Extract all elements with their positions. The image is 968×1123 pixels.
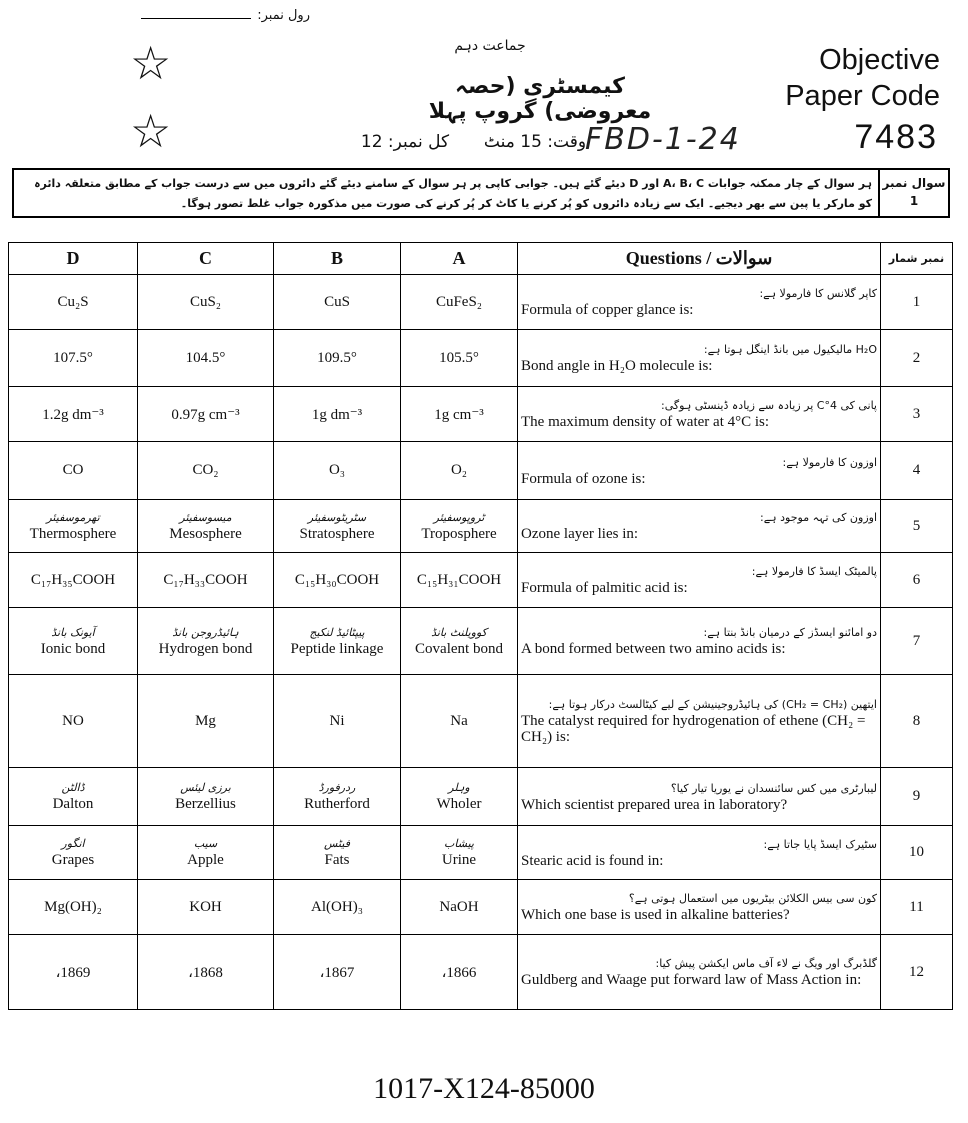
- option-d: [9, 880, 138, 935]
- option-b: [274, 500, 401, 553]
- option-d: [9, 553, 138, 608]
- question-cell: [518, 768, 881, 826]
- option-text: C₁₇H₃₃COOH: [163, 571, 248, 588]
- total-marks: کل نمبر: 12: [360, 132, 450, 152]
- option-urdu: ڈالٹن: [61, 781, 85, 794]
- question-number: 7: [881, 608, 953, 675]
- option-text: Covalent bond: [415, 640, 503, 657]
- option-text: Urine: [441, 852, 477, 868]
- option-d: [9, 826, 138, 880]
- option-text: ،1866: [441, 964, 477, 981]
- option-text: CO: [62, 462, 84, 478]
- option-text: CO₂: [192, 462, 219, 478]
- question-number: 6: [881, 553, 953, 608]
- option-a: [401, 500, 518, 553]
- option-text: Mesosphere: [169, 525, 242, 542]
- question-cell: [518, 553, 881, 608]
- option-text: Al(OH)₃: [311, 898, 363, 915]
- question-number-cell: [878, 170, 948, 216]
- question-number: 1: [909, 194, 919, 208]
- question-number: 2: [881, 330, 953, 387]
- option-c: [138, 880, 274, 935]
- option-text: C₁₅H₃₁COOH: [416, 571, 502, 588]
- option-d: [9, 330, 138, 387]
- instructions-text: ہر سوال کے چار ممکنہ جوابات A، B، C اور D دیئے گئے ہیں۔ جوابی کاپی پر ہر سوال کے سامنے دیئے گئے دائروں میں سے درست جواب کے مطابق متعلقہ دائرہ کو مارکر یا پین سے بھر دیجیے۔ ایک سے زیادہ دائروں کو پُر کرنے یا کاٹ کر پُر کرنے کی صورت میں مذکورہ جواب غلط تصور ہوگا۔: [34, 177, 872, 210]
- option-text: Mg: [195, 712, 216, 729]
- objective-label: [760, 42, 940, 114]
- option-urdu: ردرفورڈ: [318, 781, 356, 794]
- header-a: A: [401, 243, 518, 275]
- option-text: Ni: [329, 712, 345, 729]
- roll-number-field: [110, 8, 310, 23]
- question-english: A bond formed between two amino acids is:: [521, 641, 786, 657]
- question-english: The maximum density of water at 4°C is:: [521, 414, 770, 430]
- option-text: O₃: [328, 462, 346, 478]
- question-number: 1: [881, 275, 953, 330]
- option-text: Cu₂S: [57, 293, 89, 310]
- question-urdu: پانی کی 4°C پر زیادہ سے زیادہ ڈینسٹی ہوگی:: [661, 399, 877, 412]
- header-number: نمبر شمار: [881, 243, 953, 275]
- option-urdu: ہائیڈروجن بانڈ: [172, 625, 239, 639]
- question-cell: [518, 442, 881, 500]
- question-number: 4: [881, 442, 953, 500]
- option-text: ،1868: [188, 964, 223, 981]
- option-b: [274, 768, 401, 826]
- table-row: [9, 880, 953, 935]
- option-text: 109.5°: [317, 349, 357, 366]
- question-cell: [518, 826, 881, 880]
- table-row: [9, 608, 953, 675]
- option-urdu: تھرموسفیئر: [46, 510, 100, 524]
- option-text: O₂: [450, 462, 468, 478]
- option-d: [9, 442, 138, 500]
- option-c: [138, 826, 274, 880]
- question-number: 9: [881, 768, 953, 826]
- option-text: Wholer: [436, 796, 482, 812]
- option-text: 1g dm⁻³: [311, 406, 363, 423]
- header-d: D: [9, 243, 138, 275]
- objective-text: Objective: [819, 44, 940, 76]
- option-b: [274, 387, 401, 442]
- question-cell: [518, 387, 881, 442]
- option-b: [274, 826, 401, 880]
- question-cell: [518, 608, 881, 675]
- option-urdu: میسوسفیئر: [179, 510, 232, 524]
- option-d: [9, 275, 138, 330]
- option-text: 0.97g cm⁻³: [171, 406, 240, 423]
- option-urdu: سیب: [193, 837, 218, 850]
- footer-code: 1017-X124-85000: [373, 1072, 595, 1105]
- option-text: Ionic bond: [40, 640, 106, 657]
- class-label: جماعت دہم: [454, 38, 526, 54]
- option-d: [9, 768, 138, 826]
- question-urdu: اوزون کا فارمولا ہے:: [782, 455, 877, 469]
- star-icon: ☆: [130, 36, 172, 90]
- option-d: [9, 675, 138, 768]
- option-text: Thermosphere: [29, 525, 117, 542]
- question-urdu: H₂O مالیکیول میں بانڈ اینگل ہوتا ہے:: [703, 343, 877, 356]
- paper-code: 7483: [854, 118, 938, 156]
- option-a: [401, 826, 518, 880]
- table-row: [9, 768, 953, 826]
- table-row: [9, 387, 953, 442]
- table-row: [9, 500, 953, 553]
- header-c: C: [138, 243, 274, 275]
- roll-number-blank: [141, 18, 251, 19]
- question-urdu: سٹیرک ایسڈ پایا جاتا ہے:: [763, 837, 877, 851]
- question-english: Which one base is used in alkaline batteries?: [521, 907, 790, 923]
- question-urdu: ایتھین (CH₂ = CH₂) کی ہائیڈروجینیشن کے لیے کیٹالسٹ درکار ہوتا ہے:: [548, 698, 877, 711]
- option-d: [9, 500, 138, 553]
- option-b: [274, 275, 401, 330]
- option-c: [138, 675, 274, 768]
- question-english: Guldberg and Waage put forward law of Mass Action in:: [521, 972, 862, 988]
- option-b: [274, 553, 401, 608]
- handwritten-code: FBD-1-24: [585, 122, 741, 157]
- question-number: 3: [881, 387, 953, 442]
- paper-code-label: Paper Code: [785, 80, 940, 112]
- question-cell: [518, 675, 881, 768]
- option-text: C₁₇H₃₅COOH: [30, 571, 116, 588]
- option-c: [138, 442, 274, 500]
- option-d: [9, 608, 138, 675]
- option-c: [138, 768, 274, 826]
- question-urdu: کون سی بیس الکلائن بیٹریوں میں استعمال ہوتی ہے؟: [628, 892, 877, 905]
- option-text: Peptide linkage: [290, 640, 384, 657]
- option-urdu: پیشاب: [444, 837, 474, 850]
- option-urdu: برزی لیئس: [180, 781, 231, 794]
- option-a: [401, 675, 518, 768]
- question-english: The catalyst required for hydrogenation of ethene (CH₂ = CH₂) is:: [521, 713, 866, 745]
- option-a: [401, 768, 518, 826]
- question-urdu: گلڈبرگ اور ویگ نے لاء آف ماس ایکشن پیش کیا:: [655, 957, 877, 970]
- table-row: [9, 675, 953, 768]
- option-text: Mg(OH)₂: [44, 898, 102, 915]
- question-number: 10: [881, 826, 953, 880]
- question-cell: [518, 880, 881, 935]
- table-row: [9, 935, 953, 1010]
- option-c: [138, 553, 274, 608]
- option-text: CuS: [324, 293, 350, 310]
- option-text: Hydrogen bond: [158, 640, 253, 657]
- option-text: Dalton: [52, 796, 94, 812]
- questions-table: [8, 242, 953, 1010]
- option-d: [9, 935, 138, 1010]
- time-allowed: وقت: 15 منٹ: [483, 132, 587, 152]
- option-a: [401, 880, 518, 935]
- subject-title: کیمسٹری (حصہ معروضی) گروپ پہلا: [428, 74, 652, 124]
- question-urdu: کاپر گلانس کا فارمولا ہے:: [759, 287, 877, 300]
- option-c: [138, 500, 274, 553]
- table-row: [9, 275, 953, 330]
- option-c: [138, 935, 274, 1010]
- option-c: [138, 330, 274, 387]
- option-urdu: ٹروپوسفیئر: [433, 510, 485, 524]
- option-a: [401, 387, 518, 442]
- option-a: [401, 330, 518, 387]
- header-questions: Questions / سوالات: [518, 243, 881, 275]
- question-number: 11: [881, 880, 953, 935]
- question-number: 8: [881, 675, 953, 768]
- question-urdu: لیبارٹری میں کس سائنسدان نے یوریا تیار کیا؟: [670, 781, 877, 795]
- option-text: ،1867: [319, 964, 355, 981]
- option-b: [274, 442, 401, 500]
- question-english: Formula of ozone is:: [521, 470, 646, 487]
- question-number: 5: [881, 500, 953, 553]
- option-text: 1g cm⁻³: [434, 406, 484, 423]
- option-a: [401, 442, 518, 500]
- question-english: Formula of palmitic acid is:: [521, 580, 688, 596]
- question-english: Which scientist prepared urea in laboratory?: [521, 796, 788, 813]
- question-urdu: پالمیٹک ایسڈ کا فارمولا ہے:: [751, 565, 877, 578]
- option-b: [274, 935, 401, 1010]
- option-urdu: کوویلنٹ بانڈ: [431, 625, 487, 639]
- question-cell: [518, 500, 881, 553]
- option-text: Fats: [324, 852, 350, 868]
- question-english: Stearic acid is found in:: [521, 852, 664, 869]
- option-urdu: سٹریٹوسفیئر: [307, 510, 367, 524]
- table-row: [9, 826, 953, 880]
- option-text: Rutherford: [304, 796, 370, 812]
- option-urdu: فیٹس: [324, 837, 350, 850]
- table-row: [9, 330, 953, 387]
- question-number: 12: [881, 935, 953, 1010]
- option-b: [274, 675, 401, 768]
- option-text: Berzellius: [175, 796, 236, 812]
- option-text: 105.5°: [439, 349, 479, 366]
- option-urdu: آیونک بانڈ: [51, 625, 95, 639]
- option-text: C₁₅H₃₀COOH: [294, 571, 380, 588]
- option-text: 104.5°: [185, 349, 226, 366]
- question-urdu: اوزون کی تہہ موجود ہے:: [760, 511, 877, 524]
- question-english: Formula of copper glance is:: [521, 302, 694, 318]
- option-text: CuS₂: [189, 293, 222, 310]
- option-text: Apple: [187, 852, 224, 868]
- option-urdu: وہلر: [448, 781, 470, 794]
- question-cell: [518, 935, 881, 1010]
- table-header-row: [9, 243, 953, 275]
- option-b: [274, 330, 401, 387]
- option-a: [401, 275, 518, 330]
- option-urdu: انگور: [61, 837, 85, 850]
- option-text: 107.5°: [53, 349, 93, 366]
- table-row: [9, 442, 953, 500]
- question-cell: [518, 275, 881, 330]
- star-icon: ☆: [130, 104, 172, 158]
- question-label: سوال نمبر: [882, 176, 946, 190]
- option-c: [138, 275, 274, 330]
- option-text: Stratosphere: [299, 525, 375, 542]
- option-text: CuFeS₂: [435, 293, 483, 310]
- header-b: B: [274, 243, 401, 275]
- option-b: [274, 880, 401, 935]
- option-urdu: پیپٹائیڈ لنکیج: [309, 625, 365, 639]
- option-text: 1.2g dm⁻³: [42, 406, 104, 423]
- option-a: [401, 935, 518, 1010]
- table-row: [9, 553, 953, 608]
- option-a: [401, 553, 518, 608]
- option-text: NaOH: [439, 898, 479, 915]
- roll-number-label: رول نمبر:: [257, 8, 310, 23]
- option-text: Grapes: [51, 852, 95, 868]
- option-text: Troposphere: [421, 525, 497, 542]
- question-english: Ozone layer lies in:: [521, 526, 639, 542]
- option-c: [138, 608, 274, 675]
- instructions-box: [12, 168, 950, 218]
- option-text: KOH: [189, 898, 222, 915]
- option-b: [274, 608, 401, 675]
- option-a: [401, 608, 518, 675]
- option-text: ،1869: [55, 964, 91, 981]
- question-english: Bond angle in H₂O molecule is:: [521, 358, 713, 374]
- question-urdu: دو امائنو ایسڈز کے درمیان بانڈ بنتا ہے:: [703, 626, 877, 639]
- option-text: Na: [450, 712, 468, 729]
- option-text: NO: [62, 712, 84, 729]
- option-d: [9, 387, 138, 442]
- question-cell: [518, 330, 881, 387]
- option-c: [138, 387, 274, 442]
